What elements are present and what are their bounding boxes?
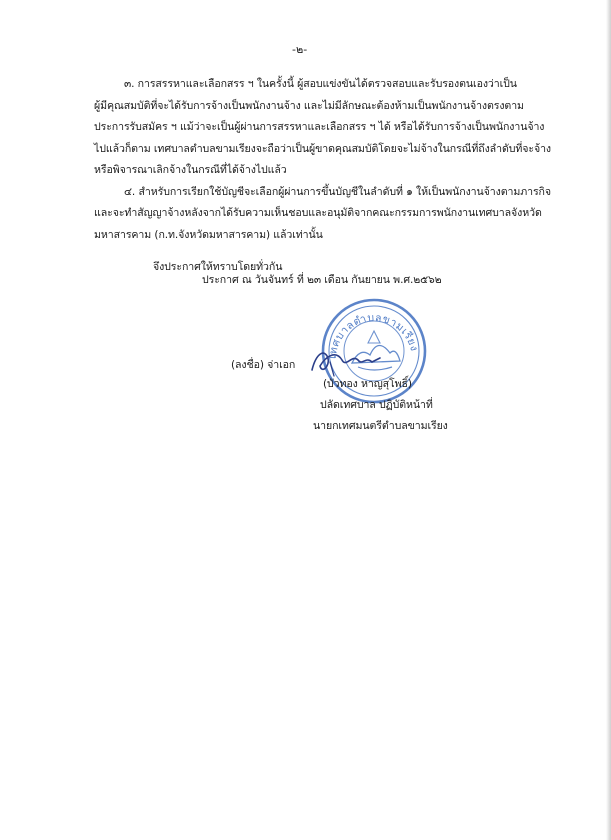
signed-label: (ลงชื่อ) จ่าเอก bbox=[231, 359, 296, 371]
para4-line1: ๔. สำหรับการเรียกใช้บัญชีจะเลือกผู้ผ่านการขึ้นบัญชีในลำดับที่ ๑ ให้เป็นพนักงานจ้างตามภารกิจ bbox=[124, 186, 551, 198]
seal-text: เทศบาลตำบลขามเรียง bbox=[326, 311, 421, 360]
para3-line3: ประการรับสมัคร ฯ แม้ว่าจะเป็นผู้ผ่านการสรรหาและเลือกสรร ฯ ได้ หรือได้รับการจ้างเป็นพนักงานจ้าง bbox=[94, 121, 545, 133]
announcement-text: จึงประกาศให้ทราบโดยทั่วกัน bbox=[153, 261, 283, 273]
para3-line1: ๓. การสรรหาและเลือกสรร ฯ ในครั้งนี้ ผู้สอบแข่งขันได้ตรวจสอบและรับรองตนเองว่าเป็น bbox=[124, 78, 517, 90]
scan-edge-shadow bbox=[606, 0, 611, 840]
para4-line2: และจะทำสัญญาจ้างหลังจากได้รับความเห็นชอบและอนุมัติจากคณะกรรมการพนักงานเทศบาลจังหวัด bbox=[94, 207, 542, 219]
para3-line4: ไปแล้วก็ตาม เทศบาลตำบลขามเรียงจะถือว่าเป็นผู้ขาดคุณสมบัติโดยจะไม่จ้างในกรณีที่ถึงลำดับที่จะจ้าง bbox=[94, 143, 552, 155]
para3-line2: ผู้มีคุณสมบัติที่จะได้รับการจ้างเป็นพนักงานจ้าง และไม่มีลักษณะต้องห้ามเป็นพนักงานจ้างตรงตาม bbox=[94, 100, 524, 112]
signer-position-1: ปลัดเทศบาล ปฏิบัติหน้าที่ bbox=[320, 399, 433, 411]
signer-position-2: นายกเทศมนตรีตำบลขามเรียง bbox=[313, 420, 448, 432]
handwritten-signature-icon bbox=[306, 340, 384, 382]
para4-line3: มหาสารคาม (ก.ท.จังหวัดมหาสารคาม) แล้วเท่านั้น bbox=[94, 229, 323, 241]
para3-line5: หรือพิจารณาเลิกจ้างในกรณีที่ได้จ้างไปแล้ว bbox=[94, 164, 287, 176]
signer-name: (บัวทอง หาญสุโพธิ์) bbox=[323, 378, 412, 390]
page-number: -๒- bbox=[292, 43, 308, 56]
announcement-date: ประกาศ ณ วันจันทร์ ที่ ๒๓ เดือน กันยายน พ.ศ.๒๕๖๒ bbox=[202, 274, 442, 286]
